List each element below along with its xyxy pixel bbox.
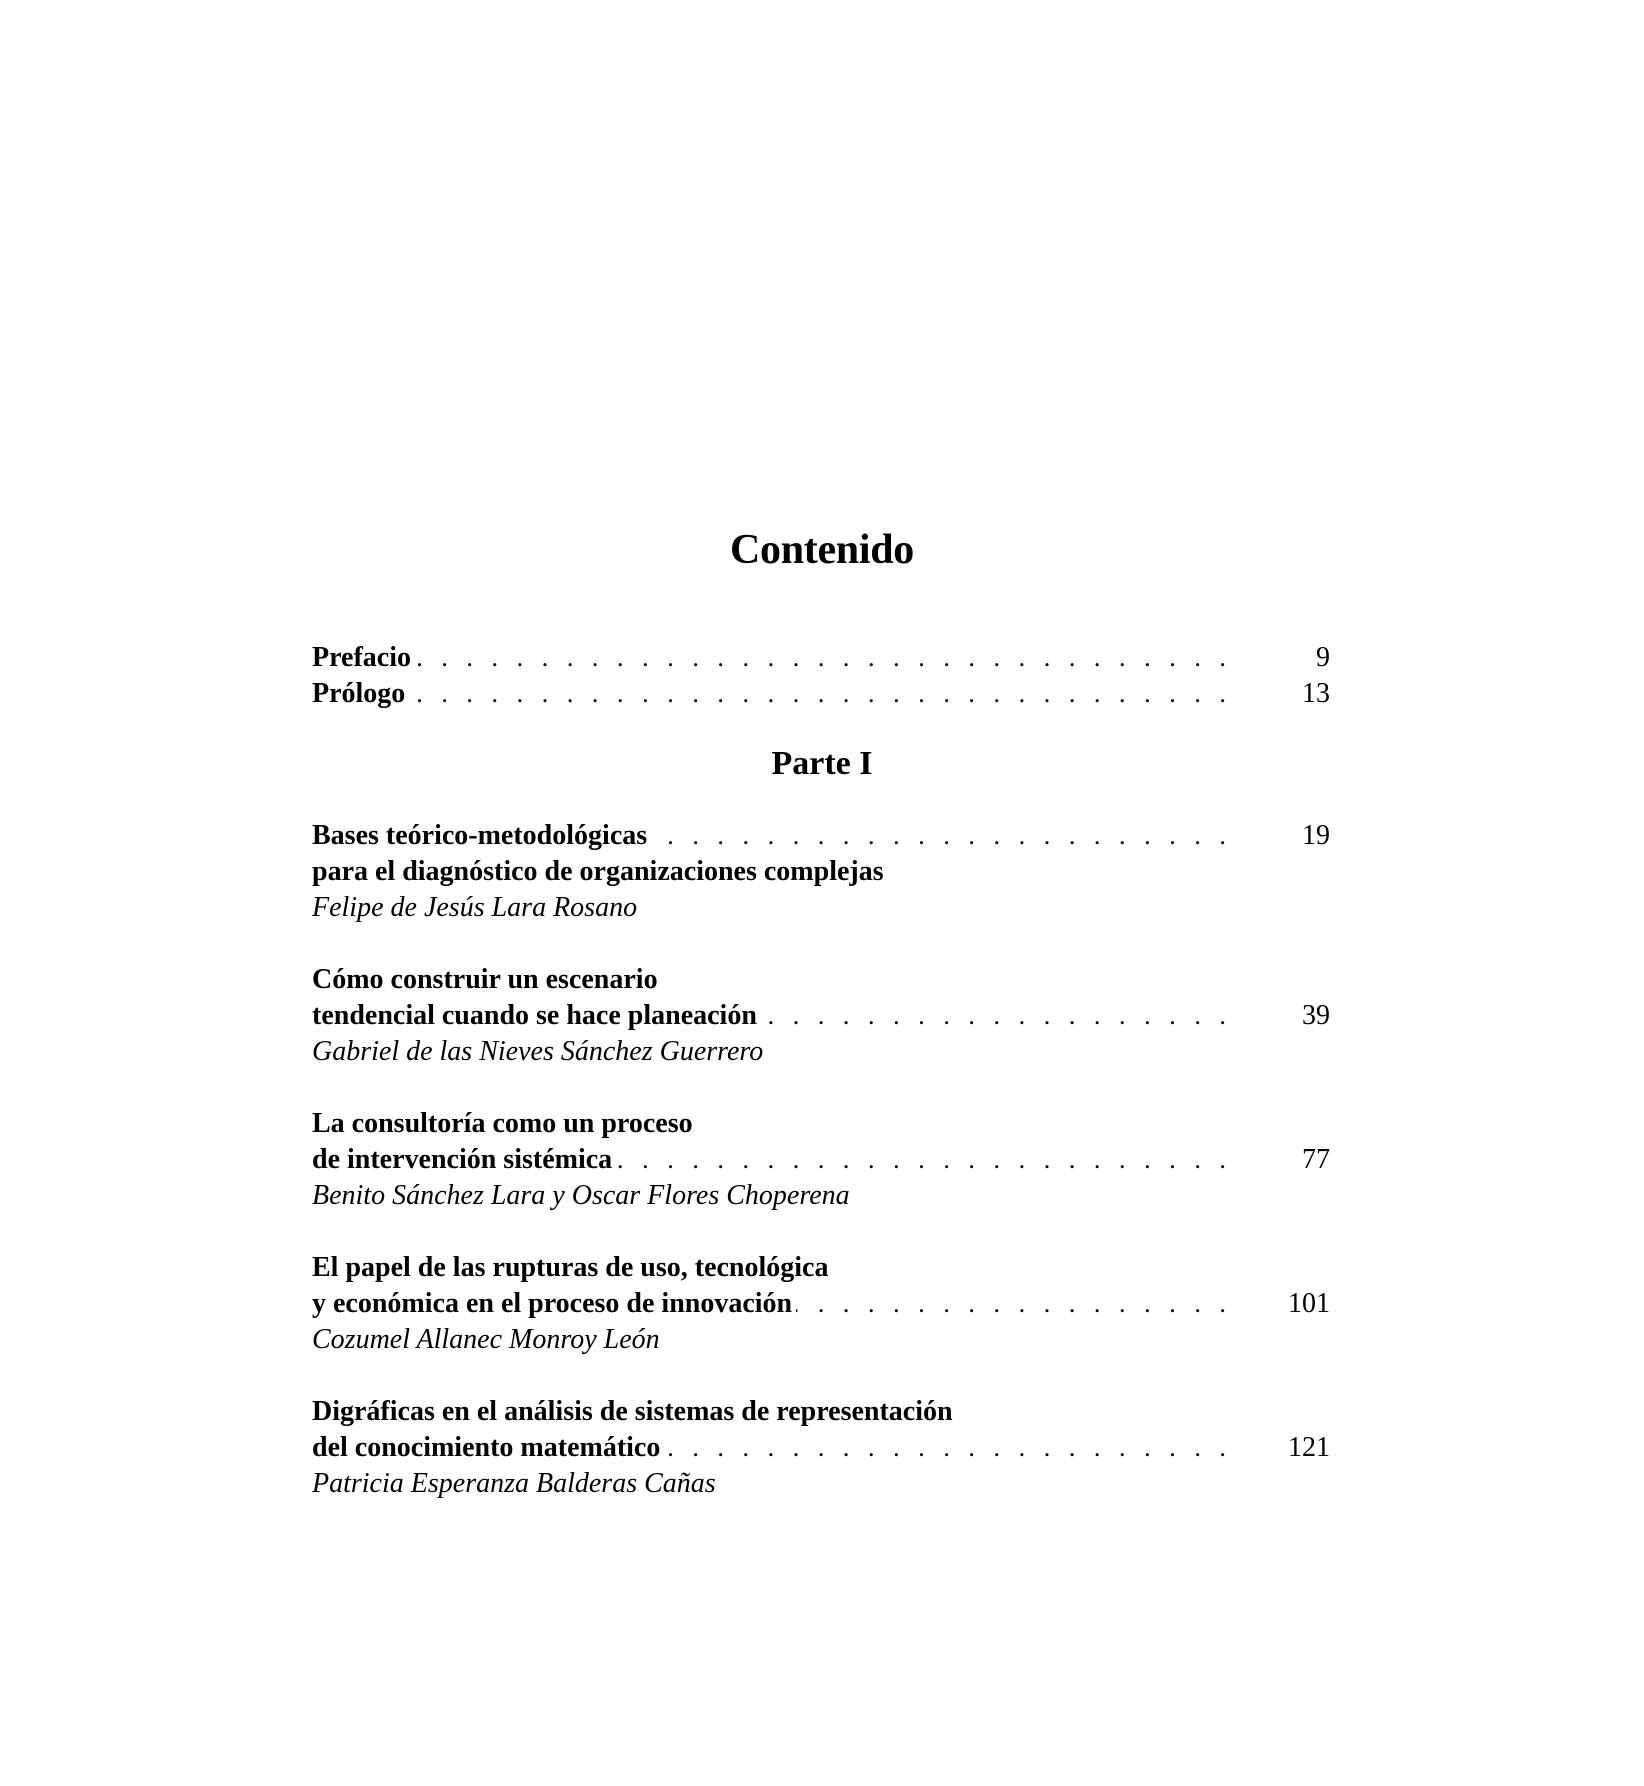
toc-entry-title: y económica en el proceso de innovación bbox=[312, 1286, 796, 1322]
toc-entry-author: Gabriel de las Nieves Sánchez Guerrero bbox=[312, 1036, 764, 1067]
toc-entry-title-line[interactable] bbox=[312, 818, 1330, 854]
toc-entry-title: del conocimiento matemático bbox=[312, 1430, 664, 1466]
toc-entry-title: Cómo construir un escenario bbox=[312, 962, 662, 998]
toc-entry-title: El papel de las rupturas de uso, tecnológica bbox=[312, 1250, 832, 1286]
dot-leader bbox=[312, 640, 1232, 676]
toc-entry-author-line bbox=[312, 1322, 1330, 1358]
toc-page-number: 9 bbox=[1316, 642, 1330, 673]
toc-page-number: 13 bbox=[1302, 678, 1330, 709]
toc-page-number: 121 bbox=[1288, 1432, 1330, 1463]
page-title: Contenido bbox=[729, 527, 914, 573]
toc-entry-title: Bases teórico-metodológicas bbox=[312, 818, 651, 854]
toc-entry-author: Patricia Esperanza Balderas Cañas bbox=[312, 1468, 716, 1499]
toc-entry-prologo[interactable] bbox=[312, 676, 1330, 712]
part-title: Parte I bbox=[771, 745, 873, 782]
toc-entry-title: La consultoría como un proceso bbox=[312, 1106, 697, 1142]
toc-entry-author-line bbox=[312, 1178, 1330, 1214]
toc-entry-title-line[interactable] bbox=[312, 1250, 1330, 1286]
toc-entry-title: de intervención sistémica bbox=[312, 1142, 616, 1178]
toc-entry-title-line[interactable] bbox=[312, 1106, 1330, 1142]
toc-entry-title: Prefacio bbox=[312, 640, 415, 676]
toc-entry-title-line[interactable] bbox=[312, 1142, 1330, 1178]
dot-leader bbox=[312, 676, 1232, 712]
toc-entry-author: Cozumel Allanec Monroy León bbox=[312, 1324, 660, 1355]
toc-page-number: 39 bbox=[1302, 1000, 1330, 1031]
toc-entry-title: Prólogo bbox=[312, 676, 409, 712]
toc-entry-title-line[interactable] bbox=[312, 1286, 1330, 1322]
toc-entry-title-line[interactable] bbox=[312, 854, 1330, 890]
toc-entry-prefacio[interactable] bbox=[312, 640, 1330, 676]
toc-entry-author-line bbox=[312, 1466, 1330, 1502]
toc-entry-author: Felipe de Jesús Lara Rosano bbox=[312, 892, 638, 923]
toc-entry-title-line[interactable] bbox=[312, 1394, 1330, 1430]
toc-page-number: 101 bbox=[1288, 1288, 1330, 1319]
toc-entry-title: Digráficas en el análisis de sistemas de representación bbox=[312, 1394, 957, 1430]
toc-entry-author: Benito Sánchez Lara y Oscar Flores Choperena bbox=[312, 1180, 850, 1211]
toc-entry-title-line[interactable] bbox=[312, 962, 1330, 998]
toc-entry-author-line bbox=[312, 890, 1330, 926]
toc-entry-title: tendencial cuando se hace planeación bbox=[312, 998, 761, 1034]
toc-page-number: 77 bbox=[1302, 1144, 1330, 1175]
toc-entry-title: para el diagnóstico de organizaciones complejas bbox=[312, 854, 888, 890]
toc-page-number: 19 bbox=[1302, 820, 1330, 851]
toc-entry-title-line[interactable] bbox=[312, 1430, 1330, 1466]
toc-entry-title-line[interactable] bbox=[312, 998, 1330, 1034]
toc-entry-author-line bbox=[312, 1034, 1330, 1070]
